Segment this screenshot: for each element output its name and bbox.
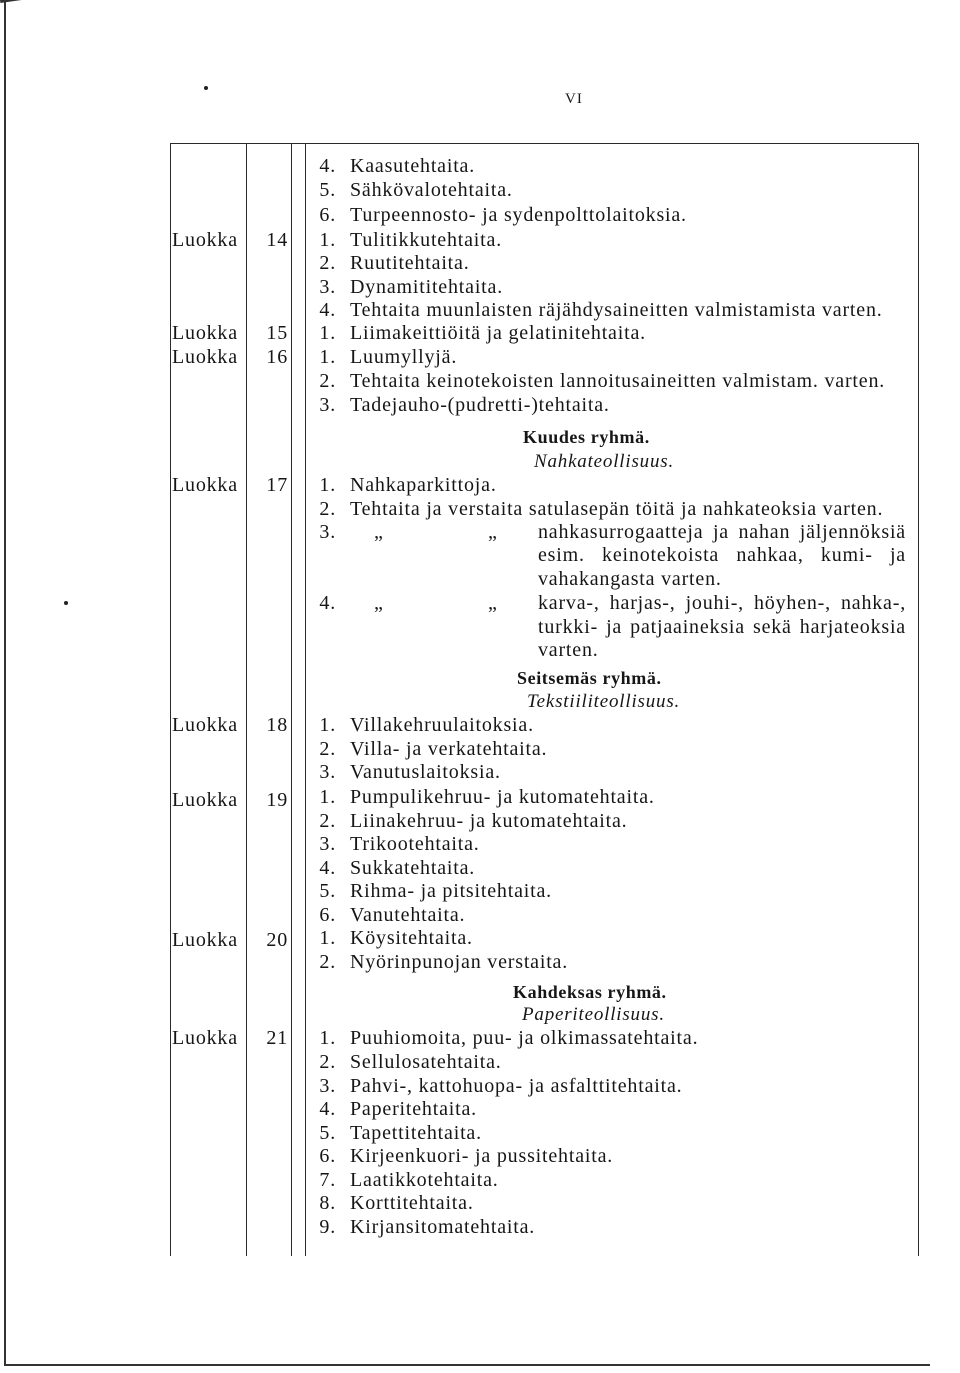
- item-continuation: [0, 638, 960, 662]
- list-item: [0, 832, 960, 856]
- list-item: [0, 950, 960, 974]
- list-item: [0, 713, 960, 737]
- item-continuation: [0, 567, 960, 591]
- item-number: 4.: [319, 857, 336, 879]
- item-text: Tapettitehtaita.: [350, 1122, 482, 1144]
- item-text: turkki- ja patjaaineksia sekä harjateoksia: [538, 616, 906, 638]
- item-text: Tadejauho-(pudretti-)tehtaita.: [350, 394, 610, 416]
- class-label: Luokka: [172, 789, 238, 811]
- item-continuation: [0, 615, 960, 639]
- group-subtitle: Paperiteollisuus.: [522, 1004, 665, 1025]
- class-label: Luokka: [172, 929, 238, 951]
- item-text: Vanutehtaita.: [350, 904, 466, 926]
- item-text: Tehtaita muunlaisten räjähdysaineitten valmistamista varten.: [350, 299, 883, 321]
- item-number: 7.: [319, 1169, 336, 1191]
- item-number: 1.: [319, 229, 336, 251]
- item-number: 2.: [319, 951, 336, 973]
- list-item: [0, 879, 960, 903]
- item-number: 3.: [319, 521, 336, 543]
- list-item: [0, 275, 960, 299]
- class-label: Luokka: [172, 1027, 238, 1049]
- item-text: Paperitehtaita.: [350, 1098, 477, 1120]
- item-number: 9.: [319, 1216, 336, 1238]
- item-number: 3.: [319, 276, 336, 298]
- class-label: Luokka: [172, 714, 238, 736]
- item-text: Sähkövalotehtaita.: [350, 179, 513, 201]
- item-text: Kirjeenkuori- ja pussitehtaita.: [350, 1145, 614, 1167]
- list-item: [0, 591, 960, 615]
- item-number: 2.: [319, 498, 336, 520]
- ditto-mark: „: [374, 592, 384, 614]
- item-number: 4.: [319, 299, 336, 321]
- item-text: Liinakehruu- ja kutomatehtaita.: [350, 810, 628, 832]
- item-text: Ruutitehtaita.: [350, 252, 470, 274]
- list-item: [0, 1026, 960, 1050]
- list-item: [0, 903, 960, 927]
- item-text: karva-, harjas-, jouhi-, höyhen-, nahka-,: [538, 592, 906, 614]
- item-number: 6.: [319, 1145, 336, 1167]
- class-number: 17: [266, 474, 288, 496]
- item-number: 1.: [319, 786, 336, 808]
- class-number: 21: [266, 1027, 288, 1049]
- item-text: Tehtaita keinotekoisten lannoitusaineitten valmistam. varten.: [350, 370, 886, 392]
- list-item: [0, 154, 960, 178]
- scan-speck: [204, 86, 208, 90]
- item-text: Turpeennosto- ja sydenpolttolaitoksia.: [350, 204, 687, 226]
- class-label: Luokka: [172, 474, 238, 496]
- page-number: VI: [565, 91, 583, 107]
- item-text: nahkasurrogaatteja ja nahan jäljennöksiä: [538, 521, 906, 543]
- item-number: 1.: [319, 346, 336, 368]
- list-item: [0, 760, 960, 784]
- class-number: 15: [266, 322, 288, 344]
- class-number: 19: [266, 789, 288, 811]
- group-subtitle: Tekstiiliteollisuus.: [527, 691, 681, 712]
- list-item: [0, 785, 960, 809]
- item-text: Kirjansitomatehtaita.: [350, 1216, 536, 1238]
- list-item: [0, 1074, 960, 1098]
- class-number: 14: [266, 229, 288, 251]
- item-number: 1.: [319, 322, 336, 344]
- item-number: 1.: [319, 474, 336, 496]
- item-text: Luumyllyjä.: [350, 346, 458, 368]
- class-number: 18: [266, 714, 288, 736]
- item-number: 2.: [319, 370, 336, 392]
- list-item: [0, 809, 960, 833]
- item-text: Pahvi-, kattohuopa- ja asfalttitehtaita.: [350, 1075, 683, 1097]
- scan-edge-bottom: [4, 1364, 930, 1366]
- item-number: 2.: [319, 252, 336, 274]
- list-item: [0, 228, 960, 252]
- item-text: Dynamititehtaita.: [350, 276, 504, 298]
- list-item: [0, 369, 960, 393]
- table-top-rule: [170, 143, 919, 144]
- group-title: Seitsemäs ryhmä.: [517, 668, 662, 688]
- list-item: [0, 737, 960, 761]
- item-number: 3.: [319, 761, 336, 783]
- group-title: Kuudes ryhmä.: [523, 427, 650, 447]
- item-text: Tulitikkutehtaita.: [350, 229, 502, 251]
- item-continuation: [0, 543, 960, 567]
- item-number: 5.: [319, 880, 336, 902]
- list-item: [0, 321, 960, 345]
- item-number: 6.: [319, 204, 336, 226]
- list-item: [0, 1144, 960, 1168]
- list-item: [0, 251, 960, 275]
- class-number: 16: [266, 346, 288, 368]
- item-text: Villakehruulaitoksia.: [350, 714, 534, 736]
- group-title: Kahdeksas ryhmä.: [513, 982, 667, 1002]
- ditto-mark: „: [374, 521, 384, 543]
- item-number: 8.: [319, 1192, 336, 1214]
- list-item: [0, 497, 960, 521]
- group-subtitle: Nahkateollisuus.: [534, 451, 674, 472]
- class-label: Luokka: [172, 346, 238, 368]
- list-item: [0, 345, 960, 369]
- item-number: 5.: [319, 1122, 336, 1144]
- item-number: 2.: [319, 738, 336, 760]
- item-number: 3.: [319, 1075, 336, 1097]
- list-item: [0, 178, 960, 202]
- item-text: Korttitehtaita.: [350, 1192, 474, 1214]
- item-number: 2.: [319, 1051, 336, 1073]
- ditto-mark: „: [488, 592, 498, 614]
- item-text: vahakangasta varten.: [538, 568, 722, 590]
- item-text: Vanutuslaitoksia.: [350, 761, 501, 783]
- item-text: Laatikkotehtaita.: [350, 1169, 499, 1191]
- item-number: 1.: [319, 1027, 336, 1049]
- item-number: 3.: [319, 394, 336, 416]
- list-item: [0, 393, 960, 417]
- list-item: [0, 1191, 960, 1215]
- item-number: 4.: [319, 155, 336, 177]
- ditto-mark: „: [488, 521, 498, 543]
- item-number: 4.: [319, 592, 336, 614]
- list-item: [0, 473, 960, 497]
- list-item: [0, 1168, 960, 1192]
- class-label: Luokka: [172, 229, 238, 251]
- item-text: Sukkatehtaita.: [350, 857, 476, 879]
- list-item: [0, 298, 960, 322]
- list-item: [0, 520, 960, 544]
- item-text: Sellulosatehtaita.: [350, 1051, 502, 1073]
- item-text: varten.: [538, 639, 599, 661]
- item-text: Rihma- ja pitsitehtaita.: [350, 880, 552, 902]
- item-text: Pumpulikehruu- ja kutomatehtaita.: [350, 786, 655, 808]
- item-text: esim. keinotekoista nahkaa, kumi- ja: [538, 544, 906, 566]
- item-number: 1.: [319, 927, 336, 949]
- list-item: [0, 926, 960, 950]
- scan-corner-mark: [0, 0, 24, 3]
- item-text: Kaasutehtaita.: [350, 155, 476, 177]
- list-item: [0, 856, 960, 880]
- class-number: 20: [266, 929, 288, 951]
- item-number: 4.: [319, 1098, 336, 1120]
- list-item: [0, 203, 960, 227]
- class-label: Luokka: [172, 322, 238, 344]
- list-item: [0, 1121, 960, 1145]
- item-text: Köysitehtaita.: [350, 927, 473, 949]
- item-number: 1.: [319, 714, 336, 736]
- item-text: Tehtaita ja verstaita satulasepän töitä ja nahkateoksia varten.: [350, 498, 884, 520]
- item-text: Liimakeittiöitä ja gelatinitehtaita.: [350, 322, 646, 344]
- list-item: [0, 1097, 960, 1121]
- list-item: [0, 1050, 960, 1074]
- item-number: 2.: [319, 810, 336, 832]
- item-text: Puuhiomoita, puu- ja olkimassatehtaita.: [350, 1027, 699, 1049]
- item-number: 6.: [319, 904, 336, 926]
- list-item: [0, 1215, 960, 1239]
- item-text: Nahkaparkittoja.: [350, 474, 497, 496]
- item-text: Villa- ja verkatehtaita.: [350, 738, 548, 760]
- item-text: Trikootehtaita.: [350, 833, 480, 855]
- item-number: 3.: [319, 833, 336, 855]
- item-number: 5.: [319, 179, 336, 201]
- item-text: Nyörinpunojan verstaita.: [350, 951, 569, 973]
